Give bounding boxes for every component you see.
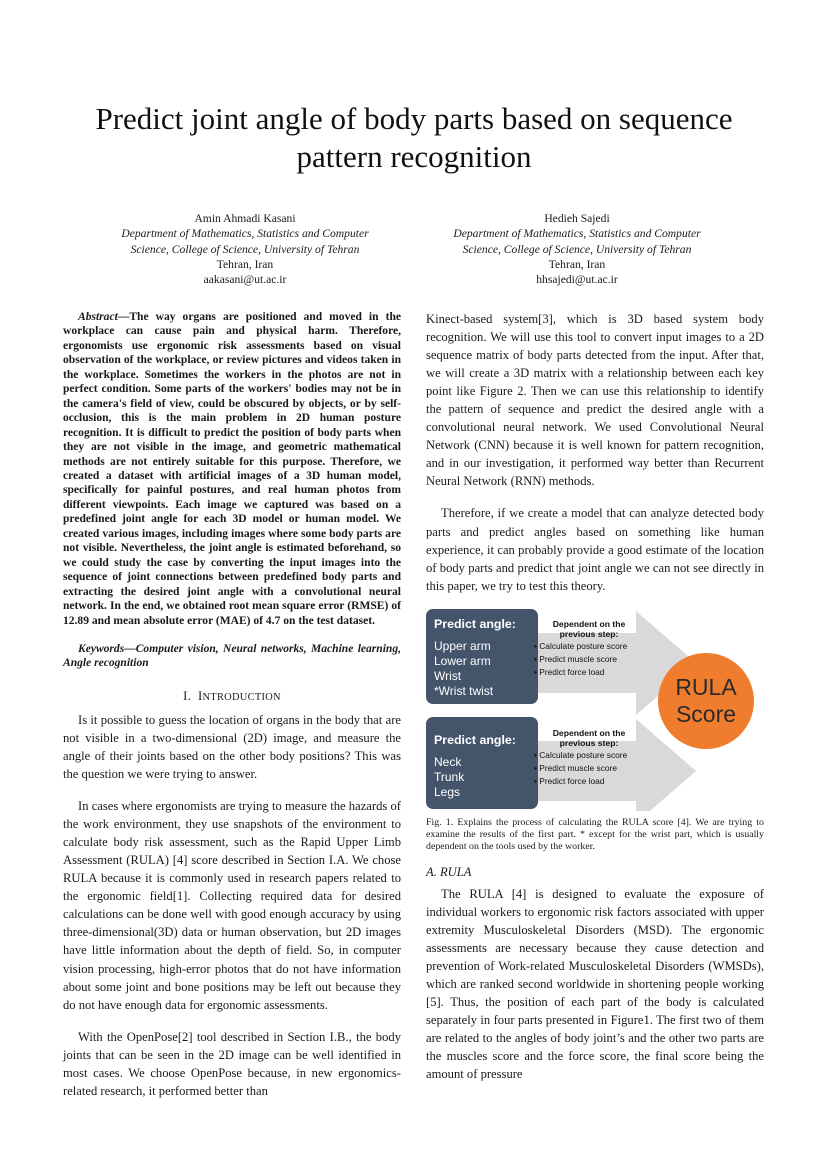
abstract-dash: — xyxy=(117,311,130,323)
dependent-item: • Predict muscle score xyxy=(534,762,617,773)
dependent-item: • Predict muscle score xyxy=(534,653,617,664)
author-department: Department of Mathematics, Statistics and Computer xyxy=(121,227,369,241)
box-item: Lower arm xyxy=(434,653,491,668)
right-column xyxy=(426,310,764,1097)
paragraph: In cases where ergonomists are trying to measure the hazards of the work environment, they use snapshots of the environment to calculate body risk assessment, such as the Rapid Upper Limb Assessment (RULA) [4] score described in Section I.A. We chose RULA because it is commonly used in research papers related to the ergonomic field[1]. Collecting required data for desired calculations can be done well with good enough accuracy by using three-dimensional(3D) data or human observation, but 2D images have little information about the depth of field. So, in computer vision processing, high-error photos that do not have information about some joint and bone positions may be left out because they do not have enough data for ergonomic assessments. xyxy=(63,799,401,1012)
box-item: Trunk xyxy=(434,769,465,784)
box-item: Neck xyxy=(434,754,462,769)
paragraph: Kinect-based system[3], which is 3D based system body recognition. We will use this tool to convert input images to a 2D sequence matrix of body parts detected from the input. After that, we will create a 3D matrix with a relationship between each key point like Figure 2. Then we can use this relationship to identify the pattern of sequence and predict the desired angle with a convolutional neural network. We used Convolutional Neural Network (CNN) because it is well known for pattern recognition, and in our investigation, it performed way better than Recurrent Neural Network (RNN) methods. xyxy=(426,312,764,489)
box-item: *Wrist twist xyxy=(434,684,494,699)
box-item: Wrist xyxy=(434,669,462,684)
dependent-heading: Dependent on the xyxy=(552,618,626,629)
dependent-steps-lower xyxy=(534,728,644,788)
author-department: Department of Mathematics, Statistics and Computer xyxy=(453,227,701,241)
author-name: Amin Ahmadi Kasani xyxy=(194,212,296,225)
box-item: Legs xyxy=(434,785,461,800)
paragraph: Is it possible to guess the location of organs in the body that are not visible in a two-dimensional (2D) image, and measure the angle of their joints based on the other body positions? This was the question we were trying to answer. xyxy=(63,712,401,782)
dependent-item: • Predict force load xyxy=(534,666,605,677)
author-location: Tehran, Iran xyxy=(216,257,274,271)
dependent-item: • Calculate posture score xyxy=(534,749,628,760)
circle-label: Score xyxy=(675,700,737,727)
predict-angle-box-upper xyxy=(426,609,538,704)
author-location: Tehran, Iran xyxy=(548,257,606,271)
author-name: Hedieh Sajedi xyxy=(544,212,610,225)
abstract-label: Abstract xyxy=(78,311,118,323)
abstract xyxy=(63,310,401,628)
abstract-text: The way organs are positioned and moved in the workplace can cause pain and physical harm. Therefore, ergonomists use ergonomic risk assessments based on visual observation of the workplace, or review pictures and videos taken in the workplace. Sometimes the workers in the photos are not in perfect condition. Some parts of the workers' bodies may not be in the camera's field of view, could be obscured by objects, or by self-occlusion, this is the main problem in 2D human posture recognition. It is difficult to predict the position of body parts when they are not visible in the image, and geometric mathematical methods are not entirely suitable for this purpose. Therefore, we created a dataset with artificial images of a 3D human model, specifically for painful postures, and real human photos from different viewpoints. Each image we captured was based on a predefined joint angle for each 3D model or human model. We created various images, including images where some body parts are not visible. Nevertheless, the joint angle is estimated beforehand, so we could study the case by converting the input images into the sequence of joint connections between predefined body parts and extracting the desired joint angle with a convolutional neural network. In the end, we obtained root mean square error (RMSE) of 12.89 and mean absolute error (MAE) of 4.7 on the test dataset. xyxy=(63,311,401,627)
subsection-heading-rula: A. RULA xyxy=(426,864,472,879)
paragraph: Therefore, if we create a model that can analyze detected body parts and predict angles based on something like human experience, it can probably provide a good estimate of the location of body parts and predict that joint angle we can not see directly in this paper, we try to test this theory. xyxy=(426,506,764,593)
dependent-heading: previous step: xyxy=(559,629,619,640)
section-heading-introduction xyxy=(63,687,401,707)
author-department: Science, College of Science, University of Tehran xyxy=(462,242,692,256)
paragraph: The RULA [4] is designed to evaluate the exposure of individual workers to ergonomic risk factors associated with upper extremity Musculoskeletal Disorders (MSD). The ergonomic assessments are necessary because they cause detection and prevention of Work-related Musculoskeletal Disorders (WMSDs), which are ranked second worldwide in shortening people working [5]. Thus, the position of each part of the body is calculated separately in four parts presented in Figure1. The first two of them are related to the angles of body joint’s and the other two parts are the muscles score and the force score, the final score being the amount of pressure xyxy=(426,886,764,1082)
predict-angle-box-lower xyxy=(426,717,538,809)
author-block-2 xyxy=(427,211,727,287)
dependent-heading: Dependent on the xyxy=(552,727,626,738)
section-title-rest: NTRODUCTION xyxy=(202,691,281,703)
figure-caption: Fig. 1. Explains the process of calculating the RULA score [4]. We are trying to examine the results of the first part. * except for the wrist part, which is usually dependent on the tools used by the worker. xyxy=(426,816,764,852)
figure-rula-process xyxy=(426,609,764,809)
box-header: Predict angle: xyxy=(434,616,516,631)
paragraph: With the OpenPose[2] tool described in Section I.B., the body joints that can be seen in the 2D image can be well identified in most cases. We choose OpenPose because, in new ergonomics-related research, it performed better than xyxy=(63,1029,401,1098)
dependent-item: • Calculate posture score xyxy=(534,640,628,651)
section-number: I. xyxy=(183,688,192,703)
dependent-heading: previous step: xyxy=(559,738,619,749)
author-block-1 xyxy=(95,211,395,287)
paper-title: Predict joint angle of body parts based on sequence pattern recognition xyxy=(95,101,733,174)
box-item: Upper arm xyxy=(434,638,491,653)
author-email: aakasani@ut.ac.ir xyxy=(203,273,287,287)
dependent-steps-upper xyxy=(534,619,644,679)
keywords: Keywords—Computer vision, Neural networks, Machine learning, Angle recognition xyxy=(63,642,401,670)
rula-score-circle xyxy=(658,653,754,749)
author-department: Science, College of Science, University of Tehran xyxy=(130,242,360,256)
left-column xyxy=(63,310,401,1114)
section-title-initial: I xyxy=(198,688,203,703)
box-header: Predict angle: xyxy=(434,732,516,747)
circle-label: RULA xyxy=(675,673,737,700)
author-email: hhsajedi@ut.ac.ir xyxy=(536,273,618,287)
dependent-item: • Predict force load xyxy=(534,775,605,786)
